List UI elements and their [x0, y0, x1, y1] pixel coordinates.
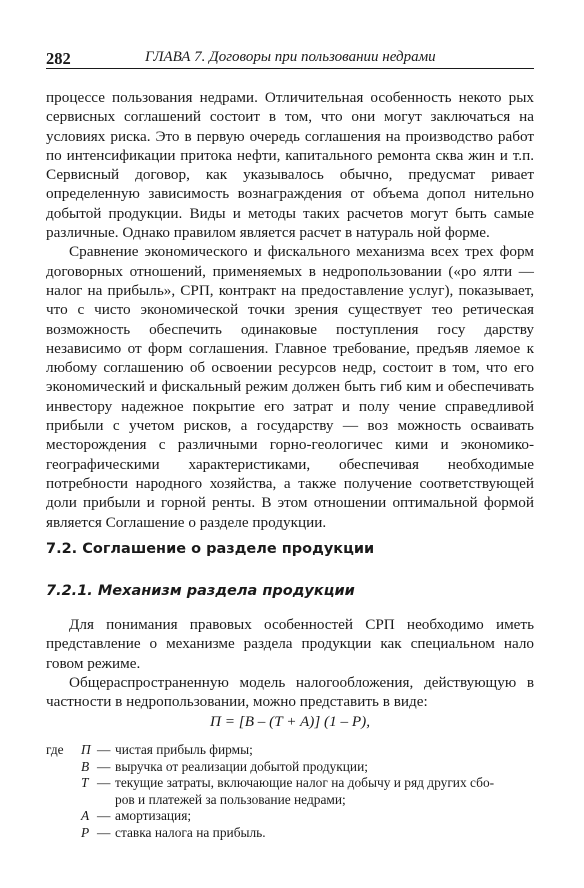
text-line: кими и экономико-географическими характеристиками, обеспечивая: [46, 436, 535, 473]
text-line: оптимальной формой является Соглашение о разделе продукции.: [46, 494, 534, 531]
legend-symbol: P: [81, 824, 90, 840]
text-line: чение справедливой прибыли с учетом рисков, а государству — воз: [46, 397, 534, 435]
legend-row: [46, 775, 534, 792]
legend-symbol: B: [81, 758, 90, 774]
text-line: нительно добытой продукции. Виды и методы таких расчетов могут: [46, 185, 535, 222]
legend-row: [46, 808, 534, 825]
text-line: ривает определенную зависимость вознаграждения от объема допол: [46, 166, 535, 203]
text-line: ялти — налог на прибыль», СРП, контракт на предоставление услуг),: [46, 262, 534, 299]
legend-dash: —: [97, 775, 111, 791]
legend-dash: —: [97, 742, 111, 757]
text-line: Для понимания правовых особенностей СРП необходимо иметь: [69, 616, 534, 633]
text-line: ретическая возможность обеспечить одинаковые поступления госу: [46, 301, 535, 338]
text-line: работ по интенсификации притока нефти, капитального ремонта сква: [46, 127, 534, 164]
body-text: [46, 88, 534, 532]
text-line: показывает, что с чисто экономической точки зрения существует тео: [46, 281, 534, 319]
text-line: рых сервисных соглашений состоит в том, что они могут заключаться: [46, 89, 534, 126]
text-line: быть самые различные. Однако правилом является расчет в натураль: [46, 204, 534, 242]
legend-symbol: A: [81, 808, 90, 824]
legend-prefix: где: [46, 742, 64, 757]
text-line: в частности в недропользовании, можно представить в виде:: [46, 673, 534, 711]
text-line: дарству независимо от форм соглашения. Главное требование, предъяв: [46, 320, 535, 357]
legend-dash: —: [97, 758, 111, 774]
running-head: ГЛАВА 7. Договоры при пользовании недрами: [145, 49, 436, 65]
legend-definition-continued: ров и платежей за пользование недрами;: [115, 791, 346, 807]
header-rule: [46, 68, 534, 69]
paragraph: [46, 673, 534, 712]
formula: П = [B – (T + A)] (1 – P),: [210, 713, 370, 730]
text-line: необходимые потребности народного хозяйства, а также получение: [46, 455, 534, 492]
page-number: 282: [46, 49, 71, 68]
text-line: том, что его экономический и фискальный режим должен быть гиб: [46, 359, 534, 396]
legend-row: [46, 742, 534, 759]
section-heading: 7.2. Соглашение о разделе продукции: [46, 541, 375, 557]
text-line: на условиях риска. Это в первую очередь соглашения на производство: [46, 108, 534, 145]
text-line: ной форме.: [417, 224, 490, 242]
legend-dash: —: [97, 824, 111, 840]
text-line: ким и обеспечивать инвестору надежное покрытие его затрат и полу: [46, 378, 534, 415]
legend-row-continuation: [46, 792, 534, 809]
legend-symbol: T: [81, 775, 89, 791]
legend-dash: —: [97, 808, 111, 824]
text-line: можность осваивать месторождения с различными горно-геологичес: [46, 417, 534, 454]
legend-symbol: П: [81, 742, 91, 757]
legend-definition: выручка от реализации добытой продукции;: [115, 758, 368, 774]
text-line: представление о механизме раздела продукции как специальном нало: [46, 635, 534, 653]
legend-row: [46, 759, 534, 776]
paragraph: [46, 615, 534, 673]
legend-definition: текущие затраты, включающие налог на добычу и ряд других сбо-: [115, 775, 495, 791]
text-line: форм договорных отношений, применяемых в недропользовании («ро: [46, 243, 534, 280]
text-line: процессе пользования недрами. Отличительная особенность некото: [46, 89, 502, 106]
legend-definition: амортизация;: [115, 808, 192, 824]
text-line: говом режиме.: [46, 654, 141, 672]
text-line: ляемое к любому соглашению об освоении ресурсов недр, состоит в: [46, 339, 534, 377]
legend-definition: ставка налога на прибыль.: [115, 824, 266, 840]
paragraph: [46, 242, 534, 531]
text-line: жин и т.п. Сервисный договор, как указывалось обычно, предусмат: [46, 146, 534, 184]
subsection-heading: 7.2.1. Механизм раздела продукции: [46, 583, 355, 599]
paragraph: [46, 88, 534, 242]
legend-definition: чистая прибыль фирмы;: [115, 742, 253, 757]
legend-row: [46, 825, 534, 842]
page-header: [46, 47, 534, 71]
text-line: Сравнение экономического и фискального механизма всех трех: [69, 243, 500, 261]
formula-legend: [46, 742, 534, 842]
body-text-continued: [46, 615, 534, 711]
text-line: соответствующей доли прибыли и горной ренты. В этом отношении: [46, 474, 534, 512]
text-line: Общераспространенную модель налогообложения, действующую: [69, 673, 527, 691]
